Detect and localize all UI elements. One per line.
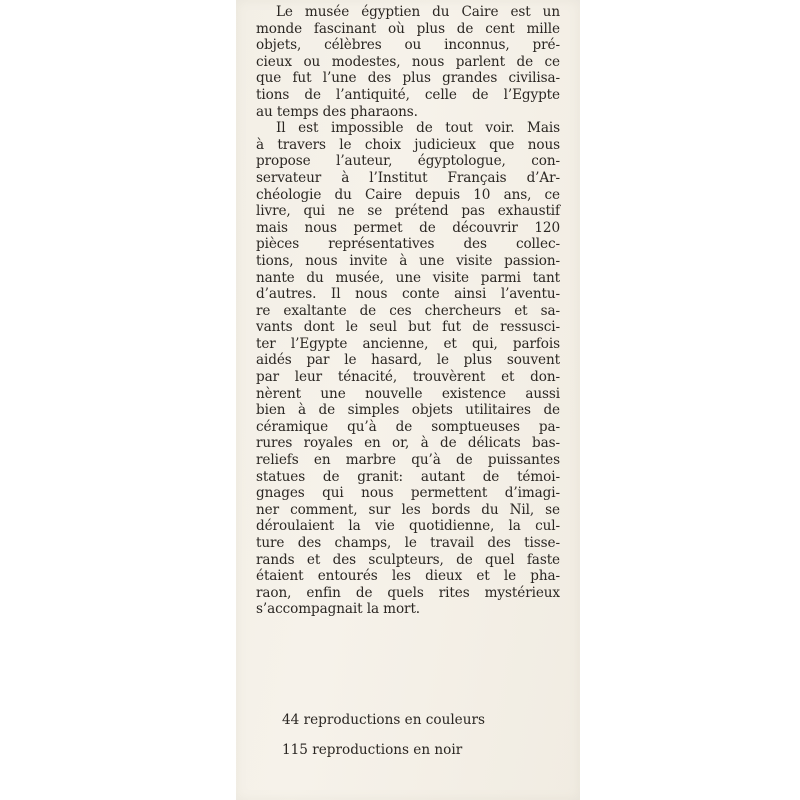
text-line: tions de l’antiquité, celle de l’Egypte [256,86,560,103]
text-line: statues de granit: autant de témoi- [256,468,560,485]
text-line: pièces représentatives des collec- [256,236,560,253]
text-line: étaient entourés les dieux et le pha- [256,568,560,585]
bw-reproductions-count: 115 reproductions en noir [282,742,463,758]
text-line: tions, nous invite à une visite passion- [256,252,560,269]
text-line: Il est impossible de tout voir. Mais [276,120,560,137]
text-line: au temps des pharaons. [256,103,418,120]
text-line: propose l’auteur, égyptologue, con- [256,153,560,170]
reproduction-credits [282,712,485,760]
text-line: mais nous permet de découvrir 120 [256,219,560,236]
text-line: chéologie du Caire depuis 10 ans, ce [256,186,560,203]
text-line: que fut l’une des plus grandes civilisa- [256,70,560,87]
color-reproductions-count: 44 reproductions en couleurs [282,712,485,728]
text-line: d’autres. Il nous conte ainsi l’aventu- [256,286,560,303]
text-line: cieux ou modestes, nous parlent de ce [256,53,560,70]
text-line: nèrent une nouvelle existence aussi [256,385,560,402]
text-line: céramique qu’à de somptueuses pa- [256,418,560,435]
text-line: déroulaient la vie quotidienne, la cul- [256,518,560,535]
text-line: ture des champs, le travail des tisse- [256,535,560,551]
text-line: monde fascinant où plus de cent mille [256,20,560,37]
paragraph-2 [256,120,560,618]
text-line: livre, qui ne se prétend pas exhaustif [256,203,560,220]
text-line: servateur à l’Institut Français d’Ar- [256,169,560,186]
text-line: bien à de simples objets utilitaires de [256,402,560,419]
text-line: ner comment, sur les bords du Nil, se [256,501,560,518]
text-line: à travers le choix judicieux que nous [256,136,560,153]
text-line: raon, enfin de quels rites mystérieux [256,584,560,601]
blurb-text [256,4,560,618]
text-line: s’accompagnait la mort. [256,601,421,618]
text-line: reliefs en marbre qu’à de puissantes [256,452,560,469]
text-line: ter l’Egypte ancienne, et qui, parfois [256,335,560,352]
text-line: gnages qui nous permettent d’imagi- [256,485,560,502]
text-line: re exaltante de ces chercheurs et sa- [256,302,560,319]
text-line: aidés par le hasard, le plus souvent [256,352,560,369]
text-line: objets, célèbres ou inconnus, pré- [256,37,560,54]
text-line: rands et des sculpteurs, de quel faste [256,551,560,568]
text-line: Le musée égyptien du Caire est un [276,4,560,20]
text-line: vants dont le seul but fut de ressusci- [256,319,560,336]
text-line: rures royales en or, à de délicats bas- [256,435,560,452]
text-line: par leur ténacité, trouvèrent et don- [256,369,560,386]
text-line: nante du musée, une visite parmi tant [256,269,560,286]
paragraph-1 [256,4,560,120]
